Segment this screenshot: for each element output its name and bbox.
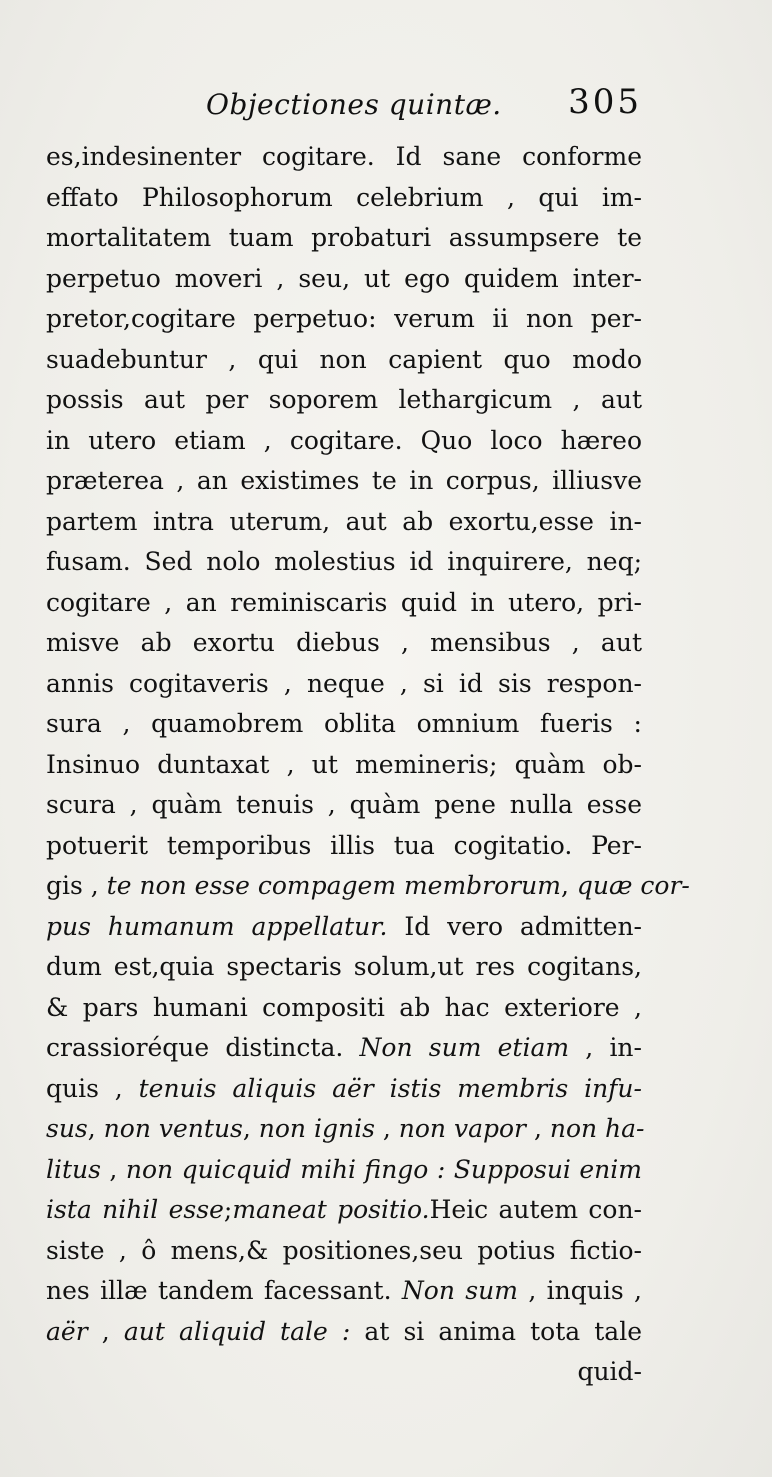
text-run: & pars humani compositi ab hac exteriore , [46,992,642,1022]
text-line [46,461,642,502]
page-number: 305 [568,82,642,122]
text-run: nes illæ tandem facessant. [46,1276,402,1305]
text-run: scura , quàm tenuis , quàm pene nulla esse [46,790,642,819]
text-line [46,1231,642,1272]
italic-text-run: maneat positio. [232,1195,430,1224]
text-line [46,1312,642,1353]
text-run: siste , ô mens,& positiones,seu potius fictio- [46,1235,642,1265]
text-run: potuerit temporibus illis tua cogitatio. Per- [46,830,642,860]
text-line [46,137,642,178]
text-run: annis cogitaveris , neque , si id sis respon- [46,668,642,698]
text-run: suadebuntur , qui non capient quo modo [46,344,642,374]
text-line [46,340,642,381]
text-run: , [87,1114,104,1143]
text-line [46,664,642,705]
text-line [46,988,642,1029]
italic-text-run: non ventus [103,1114,243,1143]
text-line [46,299,642,340]
text-run: Heic autem con- [429,1195,642,1224]
text-run: , [374,1114,399,1143]
text-line [46,1069,642,1110]
text-line [46,1150,642,1191]
text-run: cogitare , an reminiscaris quid in utero, pri- [46,587,642,617]
text-run: , [526,1114,550,1143]
text-line [46,1109,645,1150]
running-title: Objectiones quintæ. [206,88,502,121]
italic-text-run: non ha- [549,1114,645,1143]
text-line [46,826,642,867]
italic-text-run: quæ cor- [576,871,690,900]
text-line [46,542,642,583]
text-line [46,785,642,826]
text-line [46,704,642,745]
text-line [46,1271,642,1312]
text-run: Id vero admitten- [387,911,643,941]
italic-text-run: Non sum [401,1276,518,1305]
text-run: ; [223,1195,233,1224]
italic-text-run: non quicquid mihi fingo : Supposui enim [125,1154,642,1184]
text-run: , [87,1316,124,1346]
italic-text-run: te non esse compagem membrorum [106,871,561,900]
italic-text-run: pus humanum appellatur. [46,911,388,941]
italic-text-run: non ignis [258,1114,375,1143]
catchword: quid- [577,1357,642,1386]
text-run: misve ab exortu diebus , mensibus , aut [46,628,642,657]
text-run: es,indesinenter cogitare. Id sane conforme [46,142,642,171]
text-run: , inquis , [517,1276,642,1305]
italic-text-run: litus [46,1154,101,1184]
text-run: crassioréque distincta. [46,1033,360,1062]
text-run: præterea , an existimes te in corpus, illiusve [46,466,642,495]
text-run: possis aut per soporem lethargicum , aut [46,385,642,414]
text-run: mortalitatem tuam probaturi assumpsere te [46,223,642,252]
italic-text-run: Non sum etiam [359,1033,570,1062]
text-line [46,1028,642,1069]
text-line [46,866,690,907]
text-run: sura , quamobrem oblita omnium fueris : [46,709,642,738]
text-run: gis , [46,871,107,900]
body-text [46,137,690,1393]
text-run: fusam. Sed nolo molestius id inquirere, neq; [46,547,642,576]
text-run: pretor,cogitare perpetuo: verum ii non per- [46,304,642,333]
text-line [46,623,642,664]
italic-text-run: non vapor [398,1114,526,1143]
running-head [46,82,642,126]
text-line [46,178,642,219]
text-run: , [242,1114,259,1143]
text-run: dum est,quia spectaris solum,ut res cogitans, [46,952,642,981]
italic-text-run: tenuis aliquis aër istis membris infu- [138,1073,642,1103]
text-line [46,907,642,948]
text-line [46,218,642,259]
text-line [46,259,642,300]
text-line [46,421,642,462]
text-line [46,583,642,624]
text-run: Insinuo duntaxat , ut memineris; quàm ob- [46,749,642,779]
text-run: , in- [569,1033,642,1062]
text-run: effato Philosophorum celebrium , qui im- [46,182,642,212]
text-line [46,947,642,988]
text-run: , [100,1154,126,1184]
italic-text-run: aut aliquid tale : [123,1316,351,1346]
text-run: perpetuo moveri , seu, ut ego quidem inter- [46,263,642,293]
text-run: quis , [46,1073,139,1103]
text-line [46,1190,642,1231]
italic-text-run: aër [46,1316,88,1346]
text-run: in utero etiam , cogitare. Quo loco hæreo [46,425,642,455]
text-line [46,745,642,786]
text-run: at si anima tota tale [350,1316,642,1346]
text-run: , [560,871,577,900]
text-line [46,380,642,421]
italic-text-run: sus [46,1114,88,1143]
text-run: partem intra uterum, aut ab exortu,esse in- [46,506,642,536]
italic-text-run: ista nihil esse [46,1195,224,1224]
text-line [46,502,642,543]
